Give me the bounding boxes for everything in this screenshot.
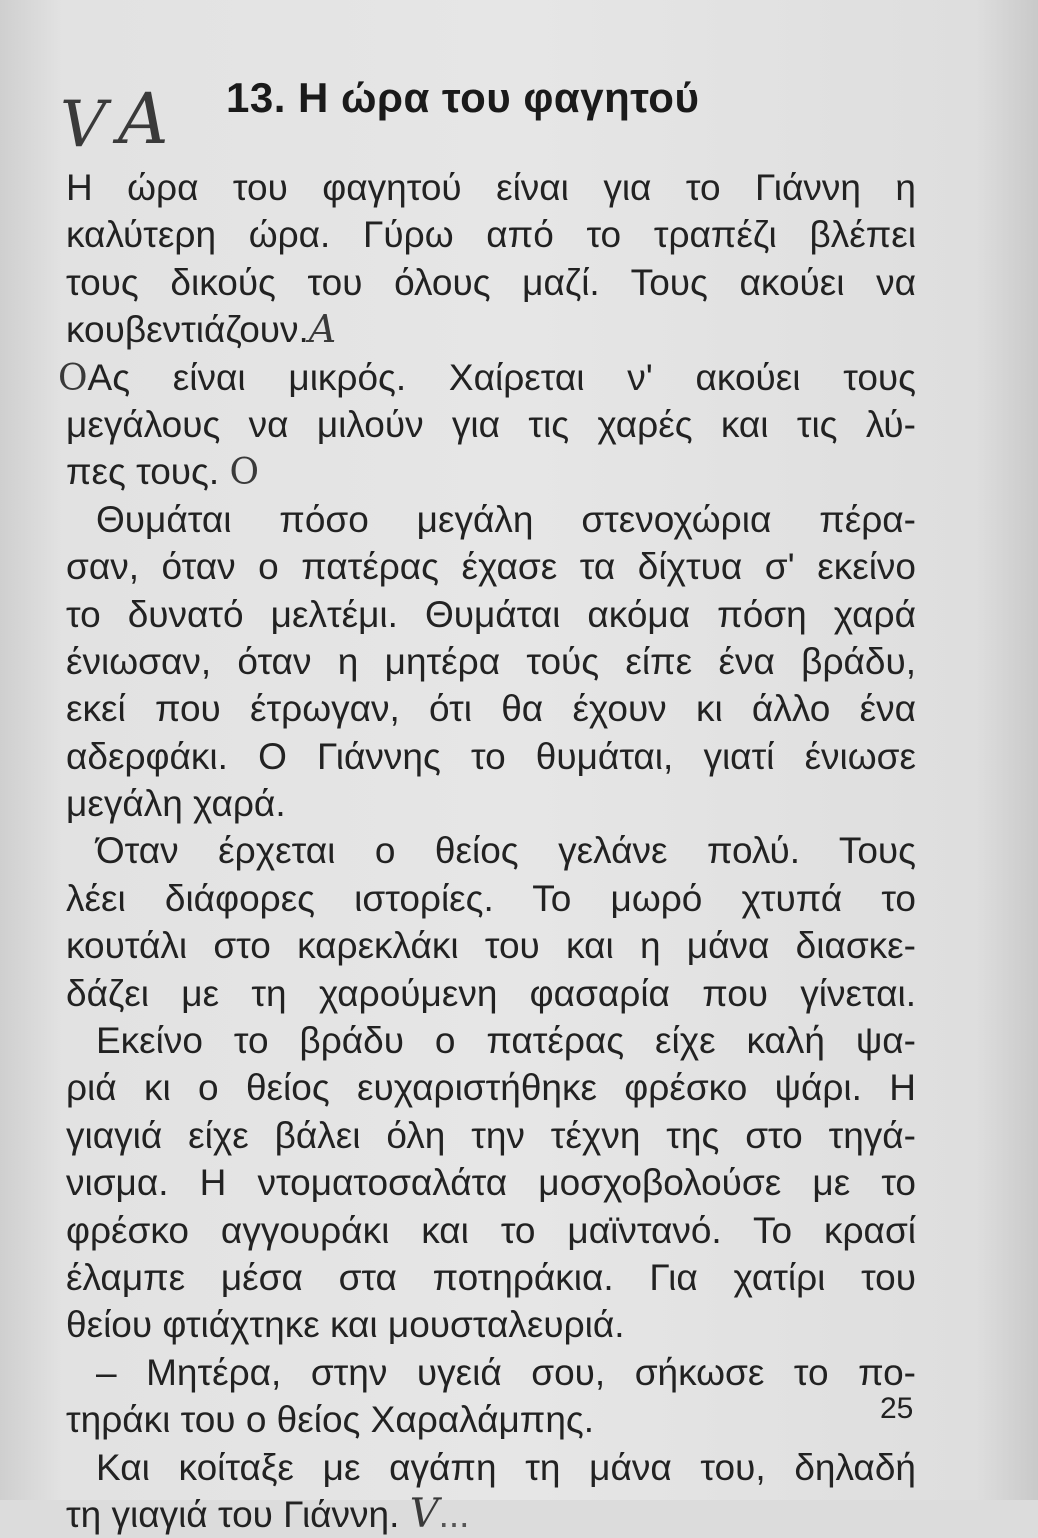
text-line: Όταν έρχεται ο θείος γελάνε πολύ. Τους (96, 830, 916, 872)
text-line: αδερφάκι. Ο Γιάννης το θυμάται, γιατί ένιωσε (66, 735, 916, 777)
text-line: Και κοίταξε με αγάπη τη μάνα του, δηλαδή (96, 1446, 916, 1488)
text-line: Εκείνο το βράδυ ο πατέρας είχε καλή ψα- (96, 1020, 916, 1062)
text-line: καλύτερη ώρα. Γύρω από το τραπέζι βλέπει (66, 214, 916, 256)
text-line: δάζει με τη χαρούμενη φασαρία που γίνεται. (66, 972, 916, 1014)
handwritten-a-inline-mark: A (308, 307, 337, 352)
text-line: τη γιαγιά του Γιάννη. (66, 1493, 400, 1535)
text-line: μεγάλους να μιλούν για τις χαρές και τις λύ- (66, 403, 916, 445)
text-line: Ας είναι μικρός. Χαίρεται ν' ακούει τους (87, 356, 916, 398)
text-line: τους δικούς του όλους μαζί. Τους ακούει να (66, 261, 916, 303)
text-line-with-mark (66, 306, 916, 353)
chapter-body (58, 164, 916, 1538)
handwritten-dots: ... (438, 1493, 470, 1535)
text-line: έλαμπε μέσα στα ποτηράκια. Για χατίρι του (66, 1256, 916, 1298)
text-line: πες τους. (66, 451, 220, 493)
text-line: κουτάλι στο καρεκλάκι του και η μάνα διασκε- (66, 925, 916, 967)
text-line-with-mark (66, 448, 916, 495)
text-line: σαν, όταν ο πατέρας έχασε τα δίχτυα σ' εκείνο (66, 546, 916, 588)
text-line: κουβεντιάζουν. (66, 309, 309, 351)
text-line: φρέσκο αγγουράκι και το μαϊντανό. Το κρασί (66, 1209, 916, 1251)
text-line: το δυνατό μελτέμι. Θυμάται ακόμα πόση χαρά (66, 593, 916, 635)
text-line: Η ώρα του φαγητού είναι για το Γιάννη η (66, 167, 916, 208)
chapter-title: 13. Η ώρα του φαγητού (226, 74, 700, 121)
text-line: ριά κι ο θείος ευχαριστήθηκε φρέσκο ψάρι. Η (66, 1067, 916, 1109)
text-line: λέει διάφορες ιστορίες. Το μωρό χτυπά το (66, 877, 916, 919)
text-line: μεγάλη χαρά. (66, 783, 286, 825)
handwritten-o-prefix-mark: O (58, 357, 88, 399)
text-line: νισμα. Η ντοματοσαλάτα μοσχοβολούσε με το (66, 1162, 916, 1204)
page-number: 25 (880, 1392, 914, 1425)
dialogue-line: – Μητέρα, στην υγειά σου, σήκωσε το πο- (96, 1351, 916, 1393)
text-line: τηράκι του ο θείος Χαραλάμπης. (66, 1399, 595, 1441)
text-line-with-mark (66, 1491, 916, 1538)
text-line: εκεί που έτρωγαν, ότι θα έχουν κι άλλο ένα (66, 688, 916, 730)
text-line: Θυμάται πόσο μεγάλη στενοχώρια πέρα- (96, 498, 916, 540)
text-line-with-mark (58, 354, 916, 401)
handwritten-v-mark: V (60, 88, 107, 162)
handwritten-v-bottom-mark: V (409, 1490, 439, 1537)
handwritten-a-mark: A (118, 78, 169, 160)
text-line: ένιωσαν, όταν η μητέρα τούς είπε ένα βράδυ, (66, 640, 916, 682)
text-line: θείου φτιάχτηκε και μουσταλευριά. (66, 1304, 625, 1346)
text-line: γιαγιά είχε βάλει όλη την τέχνη της στο τηγά- (66, 1114, 916, 1156)
handwritten-o-mark: O (229, 452, 259, 494)
